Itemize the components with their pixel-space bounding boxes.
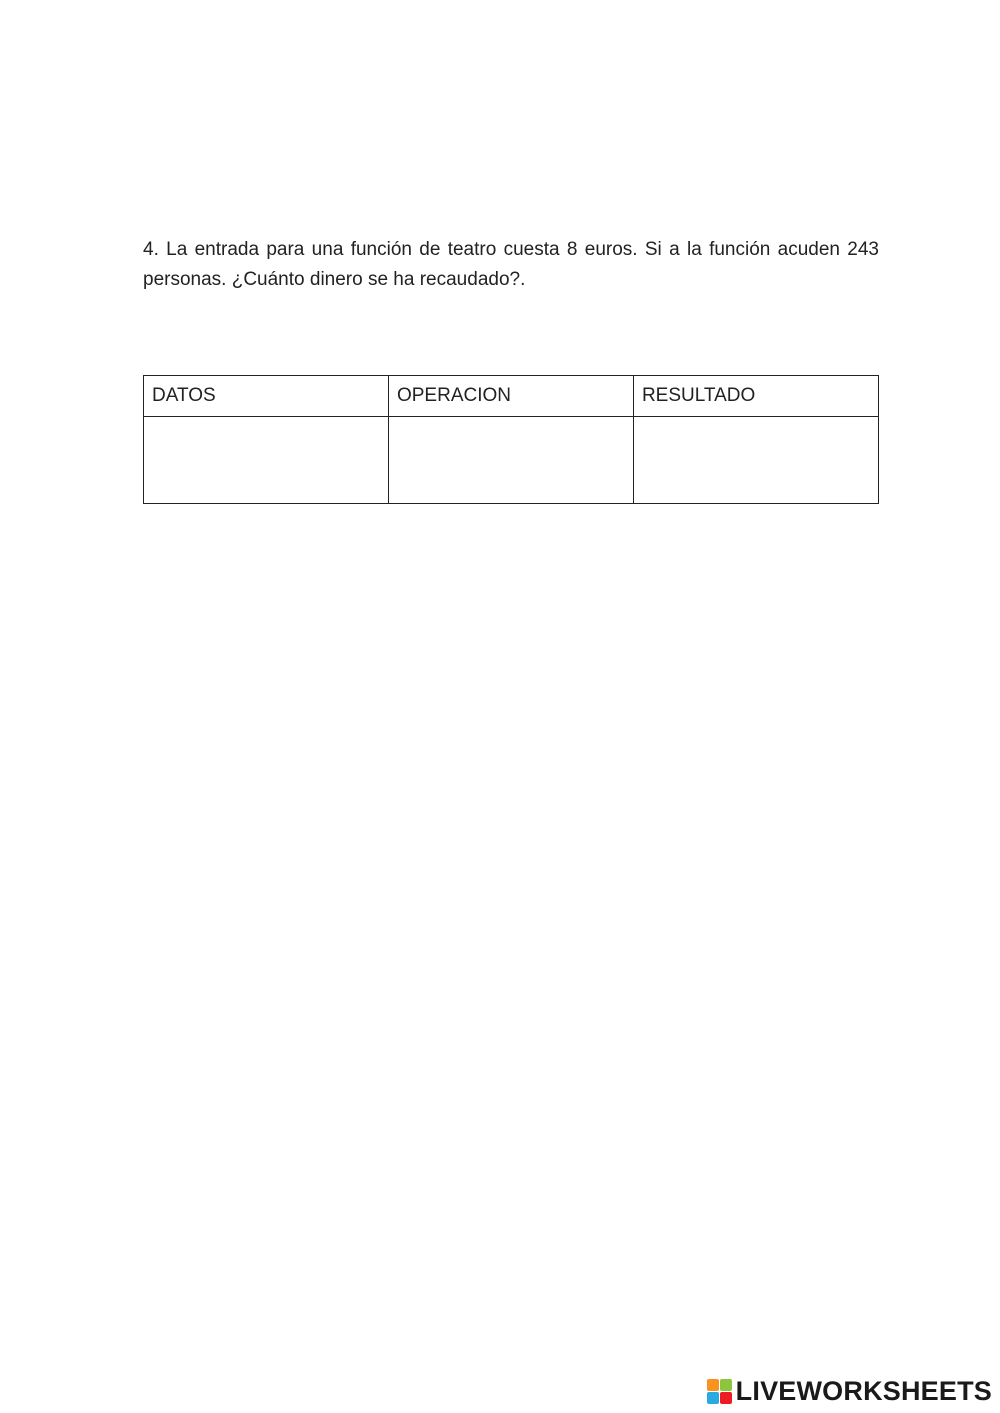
logo-square-icon — [720, 1379, 732, 1391]
datos-answer-cell[interactable] — [144, 417, 389, 504]
logo-mark-icon — [707, 1379, 732, 1404]
answer-table — [143, 375, 879, 504]
logo-square-icon — [720, 1392, 732, 1404]
header-resultado: RESULTADO — [633, 376, 878, 417]
operacion-answer-cell[interactable] — [388, 417, 633, 504]
liveworksheets-logo — [707, 1377, 992, 1405]
resultado-answer-cell[interactable] — [633, 417, 878, 504]
logo-square-icon — [707, 1379, 719, 1391]
table-row — [144, 417, 879, 504]
header-datos: DATOS — [144, 376, 389, 417]
logo-square-icon — [707, 1392, 719, 1404]
logo-text: LIVEWORKSHEETS — [735, 1375, 992, 1406]
problem-statement: 4. La entrada para una función de teatro cuesta 8 euros. Si a la función acuden 243 personas. ¿Cuánto dinero se ha recaudado?. — [143, 239, 879, 290]
table-header-row — [144, 376, 879, 417]
header-operacion: OPERACION — [388, 376, 633, 417]
